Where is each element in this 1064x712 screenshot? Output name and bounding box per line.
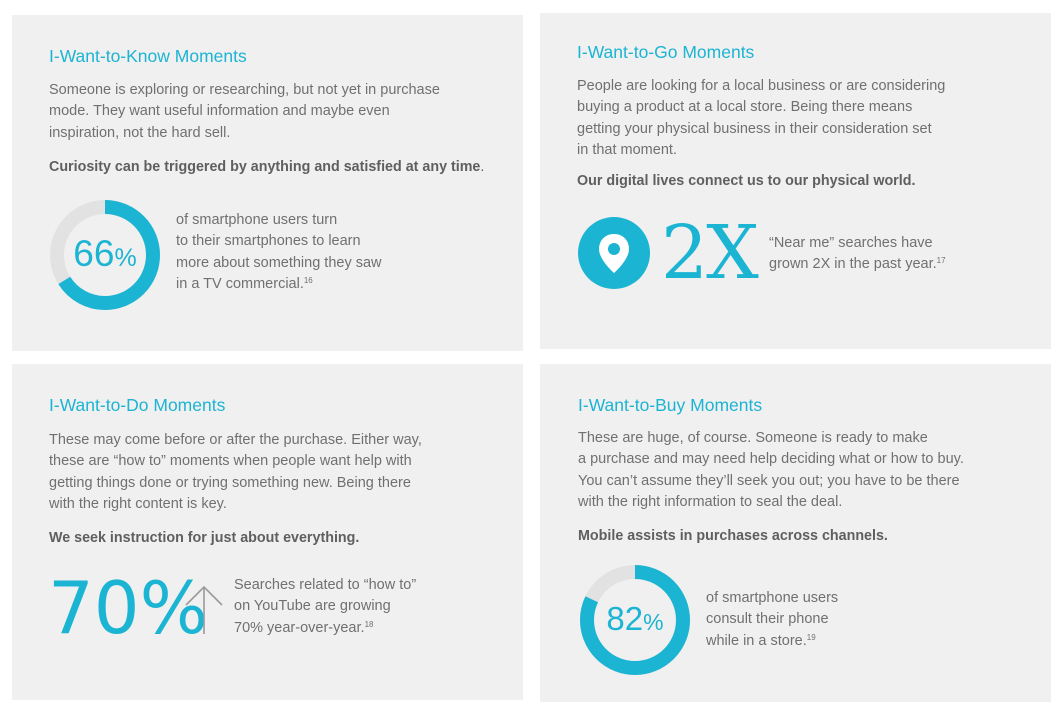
card-i-want-to-know [12, 15, 523, 351]
card-i-want-to-do [12, 364, 523, 700]
body-line: with the right content is key. [49, 495, 227, 512]
location-pin-icon [578, 217, 650, 289]
stat-line: to their smartphones to learn [176, 233, 361, 250]
body-line: These may come before or after the purchase. Either way, [49, 432, 422, 448]
stat-line [234, 618, 416, 639]
stat-line [176, 274, 382, 295]
stat-line: more about something they saw [176, 254, 382, 271]
card-title: I-Want-to-Know Moments [49, 46, 247, 66]
stat-unit: % [114, 244, 137, 272]
footnote-ref: 16 [303, 275, 313, 285]
stat-description [769, 233, 946, 276]
location-pin-glyph [578, 217, 650, 289]
key-insight: Mobile assists in purchases across channels. [578, 528, 888, 544]
stat-line: Searches related to “how to” [234, 577, 417, 593]
card-title: I-Want-to-Go Moments [577, 42, 755, 62]
stat-number: 82 [606, 600, 644, 637]
key-insight: Our digital lives connect us to our physical world. [577, 173, 916, 189]
arrow-up-icon [184, 584, 224, 636]
stat-description [706, 588, 838, 652]
donut-label [48, 233, 162, 275]
body-line: getting things done or trying something new. Being there [49, 474, 411, 491]
body-line: Someone is exploring or researching, but not yet in purchase [49, 82, 440, 98]
body-line: These are huge, of course. Someone is ready to make [578, 430, 928, 446]
card-title: I-Want-to-Buy Moments [578, 395, 763, 415]
stat-line: consult their phone [706, 611, 829, 628]
stat-line-text: while in a store. [706, 632, 807, 649]
card-body [49, 430, 422, 515]
key-insight: We seek instruction for just about everything. [49, 530, 360, 546]
card-body [49, 80, 440, 144]
card-title: I-Want-to-Do Moments [49, 395, 226, 415]
stat-description [234, 575, 416, 639]
card-i-want-to-buy [540, 364, 1051, 702]
key-insight-text: Curiosity can be triggered by anything and satisfied at any time [49, 159, 481, 175]
body-line: in that moment. [577, 141, 677, 158]
body-line: with the right information to seal the deal. [578, 493, 843, 510]
stat-line: on YouTube are growing [234, 598, 391, 615]
body-line: mode. They want useful information and maybe even [49, 103, 390, 120]
stat-line-text: grown 2X in the past year. [769, 256, 937, 273]
card-body [577, 76, 945, 161]
body-line: inspiration, not the hard sell. [49, 124, 231, 141]
stat-number: 70% [48, 566, 209, 650]
body-line: getting your physical business in their consideration set [577, 120, 932, 137]
stat-line-text: 70% year-over-year. [234, 619, 365, 636]
footnote-ref: 19 [806, 632, 816, 642]
body-line: these are “how to” moments when people want help with [49, 453, 412, 470]
stat-line: “Near me” searches have [769, 235, 933, 251]
donut-label [578, 600, 692, 638]
stat-line: of smartphone users turn [176, 212, 338, 228]
card-i-want-to-go [540, 13, 1051, 349]
stat-number: 2X [661, 210, 757, 296]
stat-unit: % [643, 609, 664, 635]
card-body [578, 428, 964, 513]
stat-line-text: in a TV commercial. [176, 275, 304, 292]
key-insight-suffix: . [480, 159, 485, 175]
body-line: People are looking for a local business or are considering [577, 78, 946, 94]
stat-number: 66 [73, 233, 115, 274]
body-line: a purchase and may need help deciding what or how to buy. [578, 451, 964, 468]
body-line: You can’t assume they’ll seek you out; you have to be there [578, 472, 960, 489]
body-line: buying a product at a local store. Being there means [577, 99, 913, 116]
key-insight [49, 159, 484, 175]
footnote-ref: 17 [936, 256, 946, 266]
footnote-ref: 18 [364, 619, 374, 629]
stat-line [769, 254, 946, 275]
stat-line [706, 631, 838, 652]
stat-line: of smartphone users [706, 590, 839, 606]
stat-description [176, 210, 382, 295]
